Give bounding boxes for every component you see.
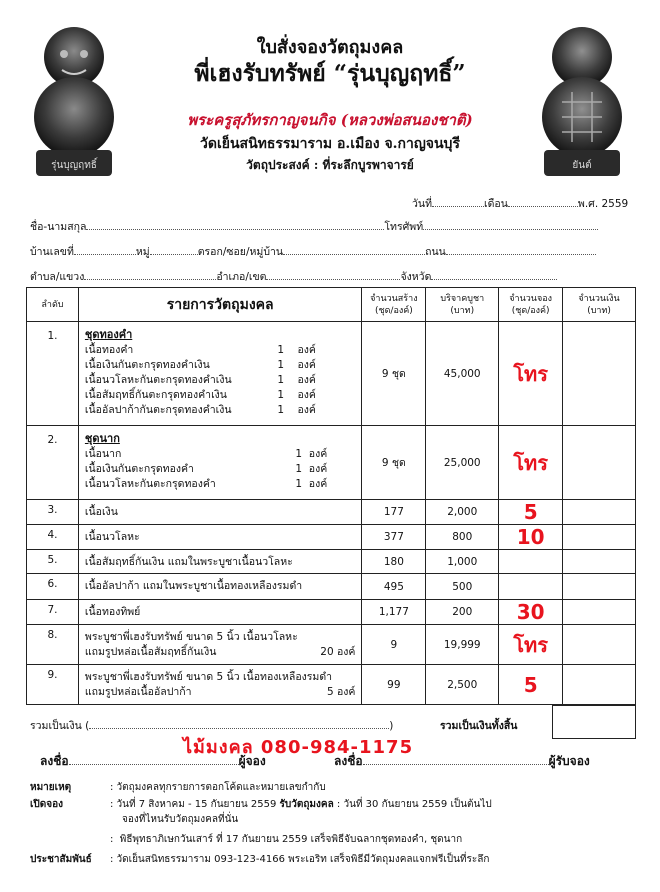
sub-item: เนื้อสัมฤทธิ์กันตะกรุดทองคำเงิน 1 องค์ xyxy=(84,389,316,401)
row-made: 377 xyxy=(362,525,426,550)
table-row xyxy=(27,525,636,550)
table-row xyxy=(27,625,636,665)
soi-label: ตรอก/ซอย/หมู่บ้าน xyxy=(197,246,284,258)
row-no: 4. xyxy=(27,525,79,550)
row-item-line1: พระบูชาพี่เฮงรับทรัพย์ ขนาด 5 นิ้ว เนื้อนวโลหะ xyxy=(84,631,298,643)
row-made: 99 xyxy=(362,665,426,705)
row-item-line1: พระบูชาพี่เฮงรับทรัพย์ ขนาด 5 นิ้ว เนื้อทองเหลืองรมดำ xyxy=(84,671,333,683)
phone-field[interactable] xyxy=(423,220,598,230)
house-label: บ้านเลขที่ xyxy=(30,246,74,258)
row-made: 1,177 xyxy=(362,600,426,625)
reserver-sign-field[interactable] xyxy=(69,755,239,765)
row-no: 5. xyxy=(27,550,79,574)
remark-line: หมายเหตุ : วัตถุมงคลทุกรายการตอกโค้ดและหมายเลขกำกับ xyxy=(30,782,326,793)
date-line xyxy=(412,195,628,212)
col-qty-made: จำนวนสร้าง (ชุด/องค์) xyxy=(362,288,426,322)
col-amount: จำนวนเงิน (บาท) xyxy=(563,288,636,322)
contact-stamp: ไม้มงคล 080-984-1175 xyxy=(183,737,414,758)
col-donation: บริจาคบูชา (บาท) xyxy=(426,288,499,322)
row-amount[interactable] xyxy=(563,625,636,665)
province-field[interactable] xyxy=(431,270,557,280)
row-item-line2: แถมรูปหล่อเนื้อสัมฤทธิ์กันเงิน 20 องค์ xyxy=(84,646,356,658)
month-label: เดือน xyxy=(484,198,508,210)
row-no: 1. xyxy=(27,322,79,426)
monk-name: พระครูสุภัทรกาญจนกิจ (หลวงพ่อสนองชาติ) xyxy=(187,111,473,129)
sub-item: เนื้อนวโลหะกันตะกรุดทองคำ 1 องค์ xyxy=(84,478,328,490)
row-made: 9 ชุด xyxy=(362,322,426,426)
row-made: 9 xyxy=(362,625,426,665)
row-price: 45,000 xyxy=(426,322,499,426)
row-price: 1,000 xyxy=(426,550,499,574)
moo-label: หมู่ xyxy=(135,246,150,258)
receiver-sign-field[interactable] xyxy=(363,755,549,765)
purpose: วัตถุประสงค์ : ที่ระลึกบูรพาจารย์ xyxy=(246,158,414,172)
table-row xyxy=(27,322,636,426)
row-price: 19,999 xyxy=(426,625,499,665)
col-no: ลำดับ xyxy=(27,288,79,322)
pr-line: ประชาสัมพันธ์ : วัดเย็นสนิทธรรมาราม 093-123-4166 พระเอริท เสร็จพิธีมีวัตถุมงคลแจกฟรีเป็นที่ระลึก xyxy=(30,854,490,865)
sub-item: เนื้อเงินกันตะกรุดทองคำเงิน 1 องค์ xyxy=(84,359,316,371)
row-made: 495 xyxy=(362,574,426,600)
date-label: วันที่ xyxy=(412,198,432,210)
district-label: อำเภอ/เขต xyxy=(216,271,267,283)
row-price: 2,500 xyxy=(426,665,499,705)
table-row xyxy=(27,500,636,525)
temple-name: วัดเย็นสนิทธรรมาราม อ.เมือง จ.กาญจนบุรี xyxy=(200,136,460,152)
row-reserve[interactable]: 5 xyxy=(499,665,563,705)
order-table xyxy=(26,287,636,705)
year-label: พ.ศ. 2559 xyxy=(577,198,629,210)
row-reserve[interactable] xyxy=(499,550,563,574)
road-field[interactable] xyxy=(446,245,596,255)
sub-item: เนื้อนาก 1 องค์ xyxy=(84,448,328,460)
amulet-back-label: ยันต์ xyxy=(572,160,592,171)
row-reserve[interactable] xyxy=(499,574,563,600)
province-label: จังหวัด xyxy=(400,271,432,283)
row-price: 25,000 xyxy=(426,426,499,500)
soi-field[interactable] xyxy=(283,245,425,255)
signature-receiver: ลงชื่อ ผู้รับจอง xyxy=(334,754,590,768)
row-no: 2. xyxy=(27,426,79,500)
row-no: 9. xyxy=(27,665,79,705)
sub-item: เนื้อเงินกันตะกรุดทองคำ 1 องค์ xyxy=(84,463,328,475)
col-qty-reserve: จำนวนจอง (ชุด/องค์) xyxy=(499,288,563,322)
date-field[interactable] xyxy=(432,197,484,207)
row-item xyxy=(78,665,362,705)
total-text-field[interactable] xyxy=(89,719,389,729)
row-reserve[interactable]: 30 xyxy=(499,600,563,625)
row-reserve[interactable]: โทร xyxy=(499,322,563,426)
subdistrict-field[interactable] xyxy=(84,270,216,280)
row-price: 200 xyxy=(426,600,499,625)
row-item: เนื้อเงิน xyxy=(78,500,362,525)
row-amount[interactable] xyxy=(563,322,636,426)
name-line xyxy=(30,218,598,235)
grand-total-box[interactable] xyxy=(552,705,636,739)
row-item: เนื้อสัมฤทธิ์กันเงิน แถมในพระบูชาเนื้อนวโลหะ xyxy=(78,550,362,574)
table-header-row xyxy=(27,288,636,322)
subdistrict-label: ตำบล/แขวง xyxy=(30,271,85,283)
sub-item: เนื้อทองคำ 1 องค์ xyxy=(84,344,316,356)
row-amount[interactable] xyxy=(563,600,636,625)
total-text-label: รวมเป็นเงิน ( xyxy=(30,720,90,732)
col-item: รายการวัตถุมงคล xyxy=(78,288,362,322)
row-item: เนื้อทองทิพย์ xyxy=(78,600,362,625)
table-row xyxy=(27,665,636,705)
row-no: 6. xyxy=(27,574,79,600)
month-field[interactable] xyxy=(508,197,578,207)
set-title: ชุดทองคำ xyxy=(84,328,133,341)
row-price: 500 xyxy=(426,574,499,600)
district-line xyxy=(30,268,557,285)
table-row xyxy=(27,426,636,500)
house-field[interactable] xyxy=(74,245,136,255)
row-made: 180 xyxy=(362,550,426,574)
row-item xyxy=(78,322,362,426)
row-item xyxy=(78,625,362,665)
ceremony-line: : พิธีพุทธาภิเษกวันเสาร์ ที่ 17 กันยายน 2559 เสร็จพิธีจับฉลากชุดทองคำ, ชุดนาก xyxy=(110,834,463,845)
row-item-line2: แถมรูปหล่อเนื้ออัลปาก้า 5 องค์ xyxy=(84,686,356,698)
row-amount[interactable] xyxy=(563,426,636,500)
name-field[interactable] xyxy=(86,220,384,230)
row-made: 177 xyxy=(362,500,426,525)
row-item: เนื้อนวโลหะ xyxy=(78,525,362,550)
row-reserve[interactable]: 5 xyxy=(499,500,563,525)
amulet-front-label: รุ่นบุญฤทธิ์ xyxy=(51,160,97,171)
series-title: พี่เฮงรับทรัพย์ “รุ่นบุญฤทธิ์” xyxy=(194,60,466,87)
open-line2: จองที่ไหนรับวัตถุมงคลที่นั่น xyxy=(122,814,239,825)
signature-reserver: ลงชื่อ ผู้จอง xyxy=(40,754,266,768)
name-label: ชื่อ-นามสกุล xyxy=(30,221,87,233)
sub-item: เนื้อนวโลหะกันตะกรุดทองคำเงิน 1 องค์ xyxy=(84,374,316,386)
sub-item: เนื้ออัลปาก้ากันตะกรุดทองคำเงิน 1 องค์ xyxy=(84,404,316,416)
moo-field[interactable] xyxy=(150,245,198,255)
row-price: 2,000 xyxy=(426,500,499,525)
road-label: ถนน xyxy=(425,246,446,258)
row-item: เนื้ออัลปาก้า แถมในพระบูชาเนื้อทองเหลืองรมดำ xyxy=(78,574,362,600)
table-row xyxy=(27,574,636,600)
row-reserve[interactable]: โทร xyxy=(499,625,563,665)
row-amount[interactable] xyxy=(563,665,636,705)
district-field[interactable] xyxy=(266,270,400,280)
page-title: ใบสั่งจองวัตถุมงคล xyxy=(256,37,404,58)
row-no: 7. xyxy=(27,600,79,625)
row-amount[interactable] xyxy=(563,500,636,525)
row-amount[interactable] xyxy=(563,550,636,574)
open-line: เปิดจอง : วันที่ 7 สิงหาคม - 15 กันยายน 2559 รับวัตถุมงคล : วันที่ 30 กันยายน 2559 เป็นต้นไป xyxy=(30,799,492,810)
grand-total-label: รวมเป็นเงินทั้งสิ้น xyxy=(440,720,518,732)
row-reserve[interactable]: 10 xyxy=(499,525,563,550)
row-amount[interactable] xyxy=(563,525,636,550)
row-no: 8. xyxy=(27,625,79,665)
row-made: 9 ชุด xyxy=(362,426,426,500)
table-row xyxy=(27,600,636,625)
phone-label: โทรศัพท์ xyxy=(384,221,424,233)
set-title: ชุดนาก xyxy=(84,432,120,445)
row-no: 3. xyxy=(27,500,79,525)
total-text-close: ) xyxy=(389,720,394,732)
row-price: 800 xyxy=(426,525,499,550)
row-item xyxy=(78,426,362,500)
address-line xyxy=(30,243,596,260)
table-row xyxy=(27,550,636,574)
row-amount[interactable] xyxy=(563,574,636,600)
row-reserve[interactable]: โทร xyxy=(499,426,563,500)
